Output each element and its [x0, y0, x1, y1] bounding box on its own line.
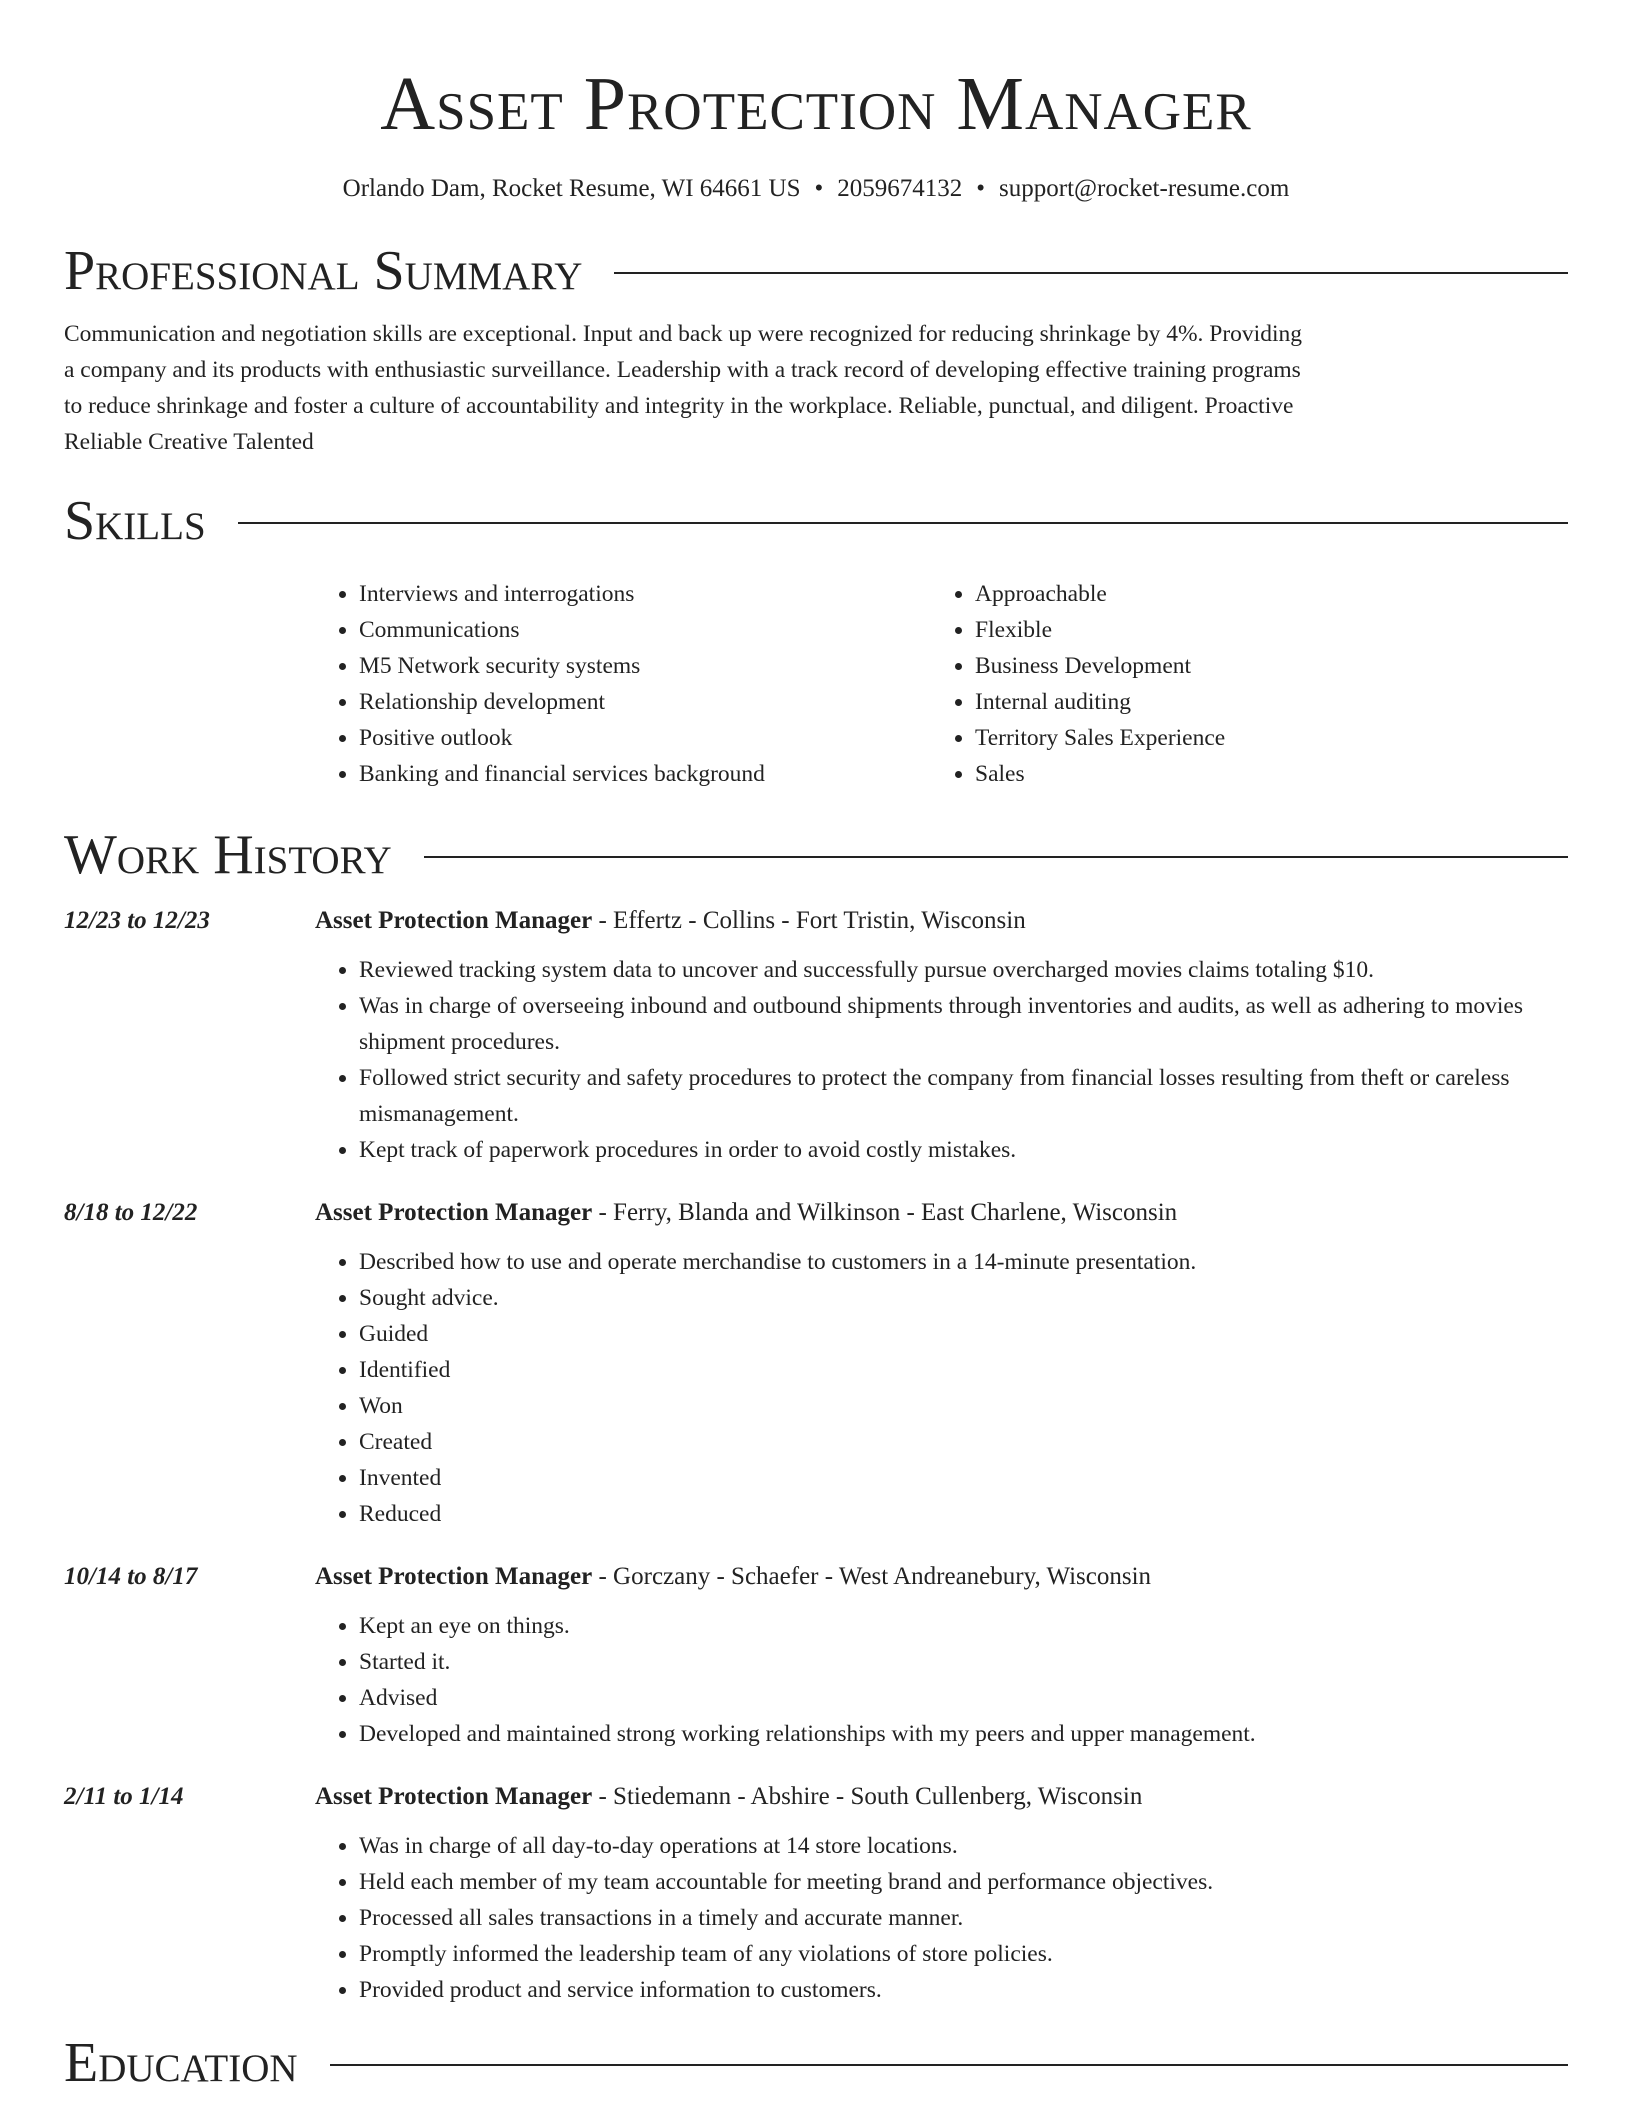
job-bullet: • Processed all sales transactions in a timely and accurate manner. — [359, 1900, 1568, 1936]
job-bullet: • Held each member of my team accountable for meeting brand and performance objectives. — [359, 1864, 1568, 1900]
skill-item: • Flexible — [975, 612, 1547, 648]
education-heading: Education — [64, 2032, 298, 2094]
summary-heading: Professional Summary — [64, 240, 583, 302]
job-bullet: • Was in charge of overseeing inbound and outbound shipments through inventories and audits, as well as adhering to movies shipment procedures. — [359, 988, 1568, 1060]
contact-email: support@rocket-resume.com — [999, 175, 1290, 202]
job-entry — [64, 1778, 1568, 2008]
skill-item: • Positive outlook — [359, 720, 931, 756]
job-dates: 12/23 to 12/23 — [64, 907, 210, 934]
skills-column-right — [931, 576, 1547, 792]
contact-separator: • — [814, 175, 824, 202]
job-bullet: • Was in charge of all day-to-day operations at 14 store locations. — [359, 1828, 1568, 1864]
work-section-header — [64, 822, 1568, 888]
skill-item: • Sales — [975, 756, 1547, 792]
job-dates: 10/14 to 8/17 — [64, 1563, 198, 1590]
job-body — [315, 902, 1568, 1168]
job-entry — [64, 1558, 1568, 1752]
skill-item: • M5 Network security systems — [359, 648, 931, 684]
section-divider — [614, 272, 1568, 274]
skill-item: • Approachable — [975, 576, 1547, 612]
job-heading — [315, 1778, 1568, 1816]
job-details: - Stiedemann - Abshire - South Cullenberg, Wisconsin — [592, 1783, 1143, 1810]
contact-line — [64, 172, 1568, 206]
job-details: - Effertz - Collins - Fort Tristin, Wisconsin — [592, 907, 1026, 934]
education-section-header — [64, 2030, 1568, 2096]
job-bullet: • Kept an eye on things. — [359, 1608, 1568, 1644]
job-bullet: • Guided — [359, 1316, 1568, 1352]
work-history-list — [64, 902, 1568, 2008]
job-bullet: • Advised — [359, 1680, 1568, 1716]
summary-section-header — [64, 238, 1568, 304]
job-role: Asset Protection Manager — [315, 907, 593, 934]
job-heading — [315, 902, 1568, 940]
job-bullet: • Followed strict security and safety procedures to protect the company from financial losses resulting from theft or careless mismanagement. — [359, 1060, 1568, 1132]
section-divider — [424, 856, 1568, 858]
resume-title: Asset Protection Manager — [380, 62, 1252, 146]
job-body — [315, 1194, 1568, 1532]
job-body — [315, 1558, 1568, 1752]
job-bullet: • Sought advice. — [359, 1280, 1568, 1316]
job-bullet: • Invented — [359, 1460, 1568, 1496]
skills-column-left — [315, 576, 931, 792]
job-heading — [315, 1558, 1568, 1596]
job-bullet: • Kept track of paperwork procedures in order to avoid costly mistakes. — [359, 1132, 1568, 1168]
skills-list — [315, 576, 1568, 792]
job-entry — [64, 1194, 1568, 1532]
job-bullet: • Started it. — [359, 1644, 1568, 1680]
job-bullet: • Created — [359, 1424, 1568, 1460]
contact-address: Orlando Dam, Rocket Resume, WI 64661 US — [342, 175, 801, 202]
summary-text: Communication and negotiation skills are exceptional. Input and back up were recognized for reducing shrinkage by 4%. Providing a company and its products with enthusiastic surveillance. Leadership with a track record of developing effective training programs to reduce shrinkage and foster a culture of accountability and integrity in the workplace. Reliable, punctual, and diligent. Proactive Reliable Creative Talented — [64, 321, 1302, 455]
job-heading — [315, 1194, 1568, 1232]
job-dates: 2/11 to 1/14 — [64, 1783, 184, 1810]
skill-item: • Internal auditing — [975, 684, 1547, 720]
job-bullet: • Provided product and service information to customers. — [359, 1972, 1568, 2008]
job-bullet: • Reduced — [359, 1496, 1568, 1532]
job-role: Asset Protection Manager — [315, 1783, 593, 1810]
skill-item: • Interviews and interrogations — [359, 576, 931, 612]
job-role: Asset Protection Manager — [315, 1199, 593, 1226]
job-bullet: • Won — [359, 1388, 1568, 1424]
job-entry — [64, 902, 1568, 1168]
skills-section-header — [64, 488, 1568, 554]
section-divider — [330, 2064, 1568, 2066]
job-role: Asset Protection Manager — [315, 1563, 593, 1590]
job-bullet: • Developed and maintained strong working relationships with my peers and upper management. — [359, 1716, 1568, 1752]
skill-item: • Banking and financial services background — [359, 756, 931, 792]
job-bullet: • Reviewed tracking system data to uncover and successfully pursue overcharged movies claims totaling $10. — [359, 952, 1568, 988]
job-body — [315, 1778, 1568, 2008]
contact-phone: 2059674132 — [837, 175, 963, 202]
contact-separator: • — [976, 175, 986, 202]
job-bullet: • Identified — [359, 1352, 1568, 1388]
skills-heading: Skills — [64, 490, 206, 552]
job-bullet: • Described how to use and operate merchandise to customers in a 14-minute presentation. — [359, 1244, 1568, 1280]
work-heading: Work History — [64, 824, 392, 886]
skill-item: • Business Development — [975, 648, 1547, 684]
section-divider — [238, 522, 1568, 524]
job-details: - Gorczany - Schaefer - West Andreanebury, Wisconsin — [592, 1563, 1152, 1590]
skill-item: • Communications — [359, 612, 931, 648]
resume-page — [64, 0, 1568, 2096]
job-dates: 8/18 to 12/22 — [64, 1199, 198, 1226]
skill-item: • Relationship development — [359, 684, 931, 720]
job-details: - Ferry, Blanda and Wilkinson - East Charlene, Wisconsin — [592, 1199, 1178, 1226]
job-bullet: • Promptly informed the leadership team of any violations of store policies. — [359, 1936, 1568, 1972]
skill-item: • Territory Sales Experience — [975, 720, 1547, 756]
